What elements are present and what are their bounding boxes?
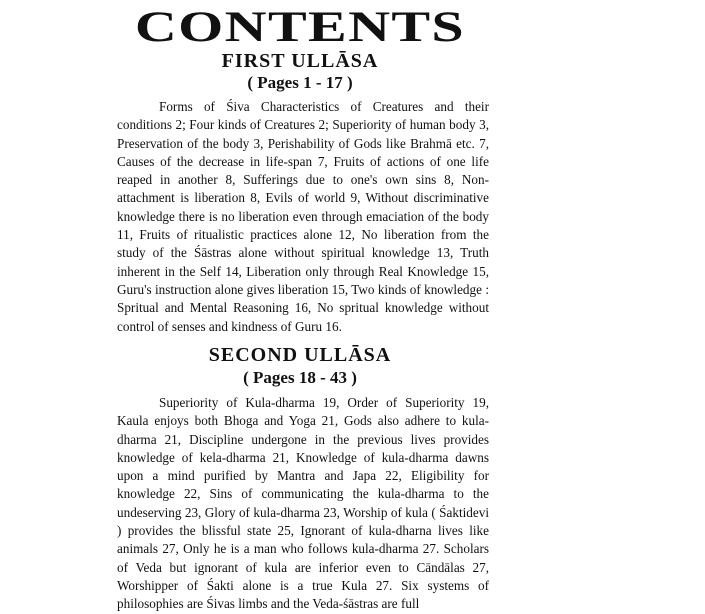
section-heading-second: SECOND ULLĀSA [208,344,392,366]
section-pages-second: ( Pages 18 - 43 ) [243,368,357,387]
section-pages-first: ( Pages 1 - 17 ) [247,73,353,92]
section-text-first: Forms of Śiva Characteristics of Creatures and their conditions 2; Four kinds of Creatures 2; Superiority of human body 3, Preservation of the body 3, Perishability of Gods like Brahmā etc. 7, Causes of the decrease in life-span 7, Fruits of actions of one life reaped in another 8, Sufferings due to one's own sins 8, Non-attachment is liberation 8, Evils of world 9, Without discriminative knowledge there is no liberation even through emaciation of the body 11, Fruits of ritualistic practices alone 12, No liberation from the study of the Śāstras alone without spiritual knowledge 13, Truth inherent in the Self 14, Liberation only through Real Knowledge 15, Guru's instruction alone gives liberation 15, Two kinds of knowledge : Spritual and Mental Reasoning 16, No spritual knowledge without control of senses and kindness of Guru 16. [117,99,489,334]
page-title: CONTENTS [134,4,466,51]
section-heading-first: FIRST ULLĀSA [221,50,379,72]
section-text-second: Superiority of Kula-dharma 19, Order of Superiority 19, Kaula enjoys both Bhoga and Yoga 21, Gods also adhere to kula-dharma 21, Discipline undergone in the previous lives provides knowledge of kela-dharma 21, Knowledge of kula-dharma dawns upon a mind purified by Mantra and Japa 22, Eligibility for knowledge 22, Sins of communicating the kula-dharma to the undeserving 23, Glory of kula-dharma 23, Worship of kula ( Śaktidevi ) provides the blissful state 25, Ignorant of kula-dharna lives like animals 27, Only he is a man who follows kula-dharma 27. Scholars of Veda but ignorant of kula are inferior even to Cāndālas 27, Worshipper of Śakti alone is a true Kula 27. Six systems of philosophies are Śivas limbs and the Veda-śāstras are full [117,395,489,612]
